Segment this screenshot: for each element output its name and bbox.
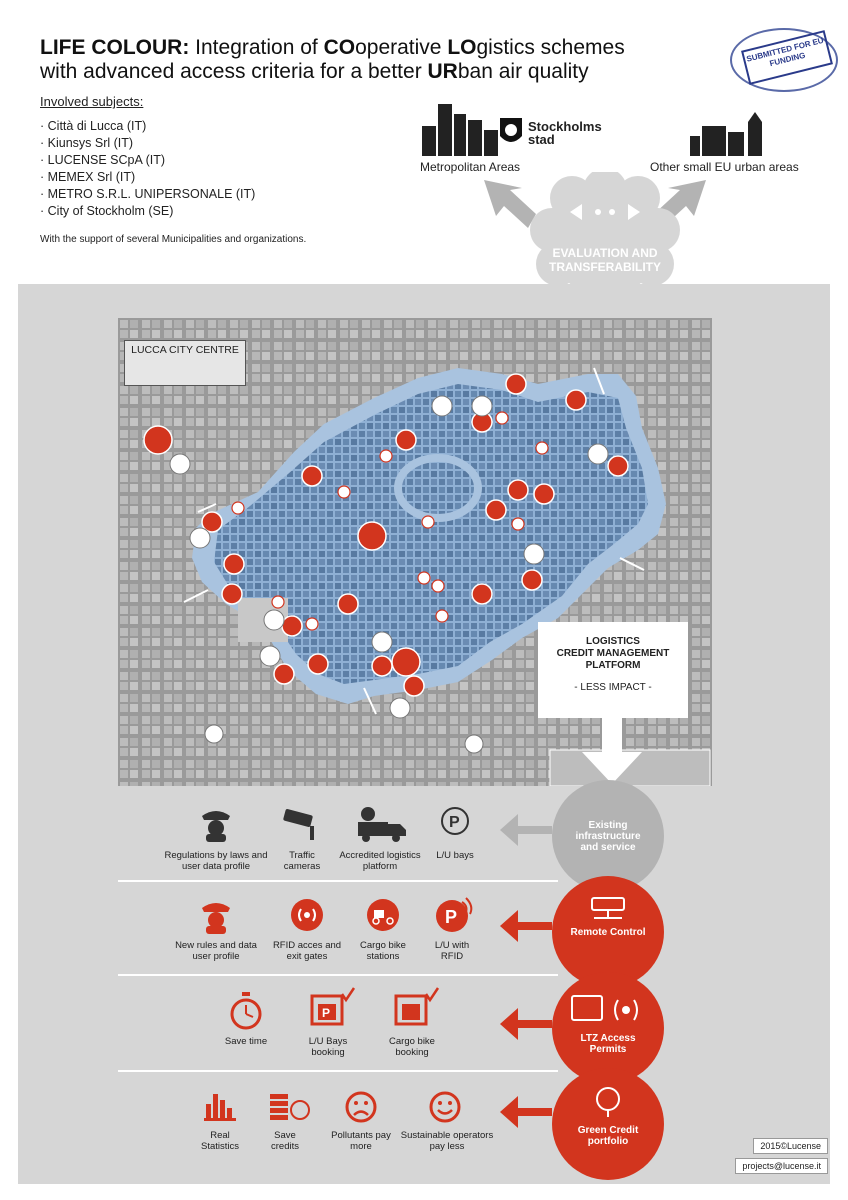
- tree-coin-icon: [593, 1086, 623, 1118]
- item-label: Traffic cameras: [283, 850, 321, 872]
- cargo-bike-icon: [366, 898, 400, 932]
- rfid-icon: [290, 898, 324, 932]
- stockholm-logo-text: Stockholms stad: [528, 119, 602, 147]
- support-note: With the support of several Municipalities and organizations.: [40, 234, 307, 245]
- submitted-stamp: SUBMITTED FOR EU FUNDING: [741, 30, 833, 85]
- metro-areas-label: Metropolitan Areas: [420, 160, 521, 174]
- down-arrow: [576, 718, 648, 786]
- item-label: New rules and data user profile: [175, 940, 257, 962]
- calendar-bike-icon: [394, 986, 440, 1028]
- contact-email[interactable]: projects@lucense.it: [735, 1158, 828, 1174]
- sad-face-icon: [344, 1090, 378, 1124]
- calendar-parking-icon: [310, 986, 356, 1028]
- item-label: L/U Bays booking: [308, 1036, 348, 1058]
- item-label: Cargo bike booking: [389, 1036, 435, 1058]
- svg-text:P: P: [322, 1006, 331, 1020]
- row-divider: [118, 1070, 558, 1072]
- item-label: RFID acces and exit gates: [272, 940, 342, 962]
- remote-control-label: Remote Control: [570, 927, 646, 938]
- evaluation-label: EVALUATION AND TRANSFERABILITY: [549, 246, 661, 274]
- permit-rfid-icon: [568, 992, 648, 1028]
- police-icon: [200, 898, 232, 934]
- item-label: Sustainable operators pay less: [400, 1130, 494, 1152]
- arrow-left-red: [500, 1094, 552, 1130]
- existing-circle-label: Existing infrastructure and service: [575, 820, 641, 853]
- coins-icon: [268, 1090, 312, 1122]
- subject-item: · METRO S.R.L. UNIPERSONALE (IT): [40, 186, 255, 203]
- platform-box: [538, 622, 688, 718]
- row-divider: [118, 974, 558, 976]
- subject-item: · Kiunsys Srl (IT): [40, 135, 255, 152]
- platform-line2: CREDIT MANAGEMENT: [556, 648, 670, 659]
- arrow-left-gray: [500, 812, 552, 848]
- camera-icon: [282, 806, 322, 842]
- item-label: Save time: [224, 1036, 268, 1047]
- svg-text:P: P: [445, 907, 458, 927]
- subjects-list: [40, 118, 255, 220]
- svg-text:P: P: [449, 814, 460, 831]
- item-label: Save credits: [271, 1130, 299, 1152]
- police-icon: [198, 806, 234, 842]
- evaluation-cloud: [522, 172, 688, 308]
- parking-rfid-icon: [434, 894, 476, 934]
- arrow-left-red: [500, 1006, 552, 1042]
- map-label: LUCCA CITY CENTRE: [124, 340, 246, 386]
- small-town-icon: [688, 112, 766, 156]
- platform-line4: - LESS IMPACT -: [574, 682, 652, 693]
- item-label: L/U with RFID: [434, 940, 470, 962]
- page-title: LIFE COLOUR: Integration of COoperative LOgistics schemes with advanced access criteria for a better URban air quality: [40, 36, 625, 83]
- happy-face-icon: [428, 1090, 462, 1124]
- subjects-heading: Involved subjects:: [40, 94, 144, 109]
- item-label: Cargo bike stations: [360, 940, 406, 962]
- green-credit-circle: [552, 1068, 664, 1180]
- green-credit-label: Green Credit portfolio: [577, 1125, 639, 1147]
- item-label: L/U bays: [436, 850, 474, 861]
- stopwatch-icon: [228, 992, 264, 1030]
- bar-chart-icon: [202, 1090, 238, 1122]
- skyline-icon: [420, 100, 500, 156]
- row-divider: [118, 880, 558, 882]
- platform-line3: PLATFORM: [585, 660, 641, 671]
- item-label: Real Statistics: [200, 1130, 239, 1152]
- item-label: Pollutants pay more: [331, 1130, 391, 1152]
- other-areas-label: Other small EU urban areas: [650, 160, 799, 174]
- subject-item: · LUCENSE SCpA (IT): [40, 152, 255, 169]
- copyright: 2015©Lucense: [753, 1138, 828, 1154]
- stockholm-crest-icon: [498, 116, 524, 148]
- truck-icon: [354, 806, 408, 842]
- platform-line1: LOGISTICS: [586, 636, 640, 647]
- item-label: Regulations by laws and user data profile: [164, 850, 268, 872]
- subject-item: · City of Stockholm (SE): [40, 203, 255, 220]
- arrow-left-red: [500, 908, 552, 944]
- subject-item: · MEMEX Srl (IT): [40, 169, 255, 186]
- item-label: Accredited logistics platform: [339, 850, 421, 872]
- parking-icon: [440, 806, 470, 836]
- ltz-label: LTZ Access Permits: [580, 1033, 636, 1055]
- subject-item: · Città di Lucca (IT): [40, 118, 255, 135]
- router-icon: [588, 894, 628, 920]
